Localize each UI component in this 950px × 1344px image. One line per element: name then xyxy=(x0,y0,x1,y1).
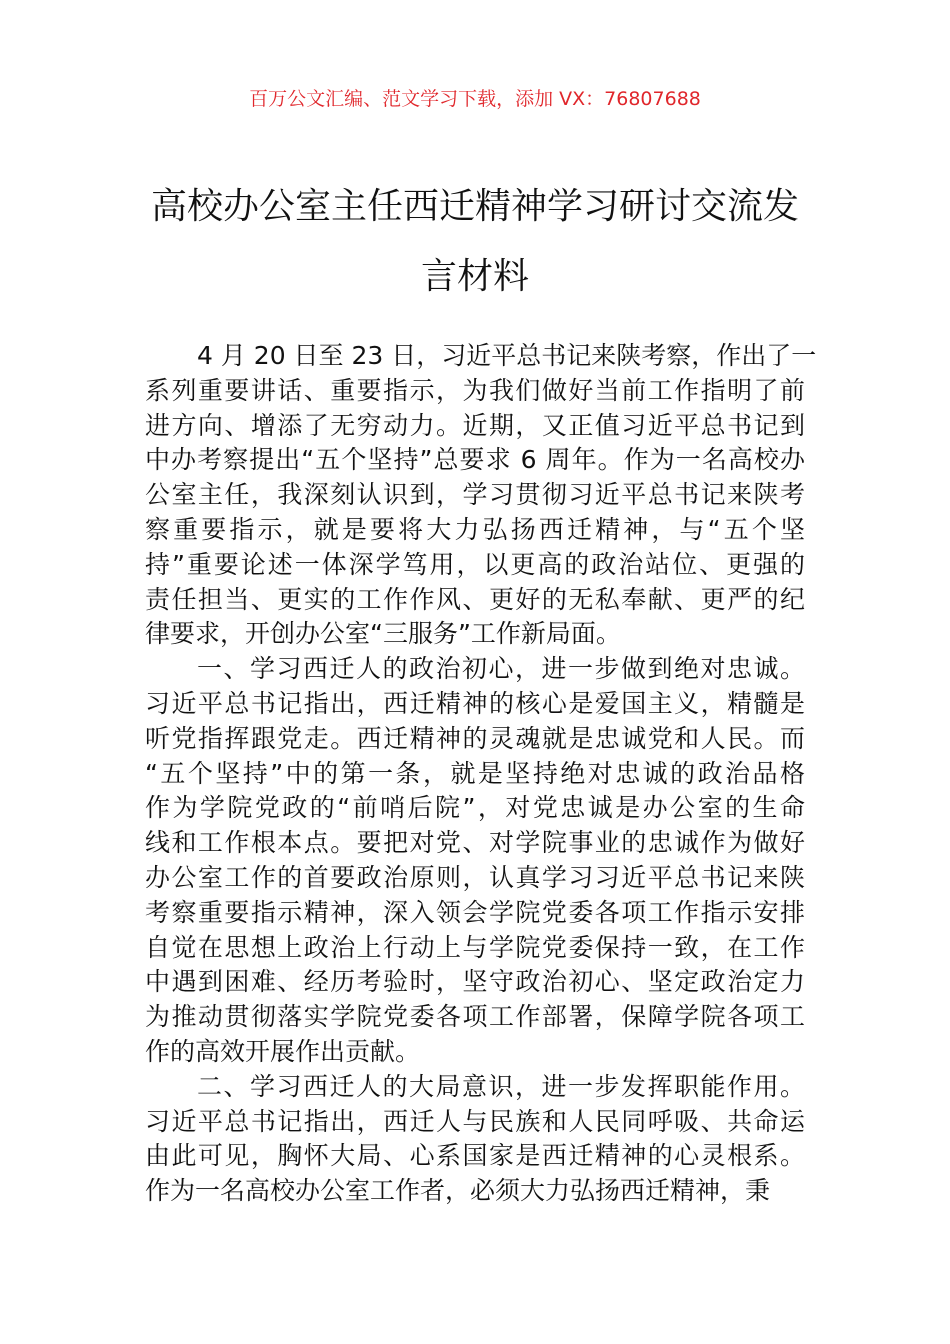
text-line: 线和工作根本点。要把对党、对学院事业的忠诚作为做好 xyxy=(145,828,805,858)
text-line: 持”重要论述一体深学笃用，以更高的政治站位、更强的 xyxy=(145,549,805,579)
text-line: 习近平总书记指出，西迁人与民族和人民同呼吸、共命运 xyxy=(145,1106,805,1136)
text-line: 由此可见，胸怀大局、心系国家是西迁精神的心灵根系。 xyxy=(145,1141,805,1171)
text-line: 为推动贯彻落实学院党委各项工作部署，保障学院各项工 xyxy=(145,1002,805,1032)
title-line: 高校办公室主任西迁精神学习研讨交流发 xyxy=(150,186,799,227)
watermark-header: 百万公文汇编、范文学习下载，添加 VX：76807688 xyxy=(249,88,701,110)
document-body xyxy=(145,339,817,1209)
document-title xyxy=(140,172,810,312)
text-line: 作为学院党政的“前哨后院”，对党忠诚是办公室的生命 xyxy=(145,793,805,823)
text-line: 自觉在思想上政治上行动上与学院党委保持一致，在工作 xyxy=(145,932,805,962)
text-line: 中遇到困难、经历考验时，坚守政治初心、坚定政治定力 xyxy=(145,967,805,997)
paragraph xyxy=(145,1070,805,1209)
text-line: 听党指挥跟党走。西迁精神的灵魂就是忠诚党和人民。而 xyxy=(145,723,805,753)
text-line: 办公室工作的首要政治原则，认真学习习近平总书记来陕 xyxy=(145,862,805,892)
text-line: 中办考察提出“五个坚持”总要求 6 周年。作为一名高校办 xyxy=(145,445,805,475)
text-line: 律要求，开创办公室“三服务”工作新局面。 xyxy=(145,619,621,649)
text-line: 4 月 20 日至 23 日，习近平总书记来陕考察，作出了一 xyxy=(197,341,817,370)
title-line: 言材料 xyxy=(420,256,529,297)
text-line: 作为一名高校办公室工作者，必须大力弘扬西迁精神，秉 xyxy=(145,1176,771,1206)
text-line: 作的高效开展作出贡献。 xyxy=(145,1036,421,1066)
text-line: 二、学习西迁人的大局意识，进一步发挥职能作用。 xyxy=(197,1071,805,1101)
text-line: 公室主任，我深刻认识到，学习贯彻习近平总书记来陕考 xyxy=(145,480,805,510)
text-line: 习近平总书记指出，西迁精神的核心是爱国主义，精髓是 xyxy=(145,688,805,718)
paragraph xyxy=(145,652,805,1070)
text-line: 进方向、增添了无穷动力。近期，又正值习近平总书记到 xyxy=(145,410,805,440)
text-line: 系列重要讲话、重要指示，为我们做好当前工作指明了前 xyxy=(145,375,805,405)
paragraph xyxy=(145,339,817,652)
text-line: 考察重要指示精神，深入领会学院党委各项工作指示安排 xyxy=(145,897,805,927)
text-line: 察重要指示，就是要将大力弘扬西迁精神，与“五个坚 xyxy=(145,514,805,544)
text-line: 责任担当、更实的工作作风、更好的无私奉献、更严的纪 xyxy=(145,584,805,614)
text-line: “五个坚持”中的第一条，就是坚持绝对忠诚的政治品格 xyxy=(145,758,805,788)
text-line: 一、学习西迁人的政治初心，进一步做到绝对忠诚。 xyxy=(197,654,805,684)
